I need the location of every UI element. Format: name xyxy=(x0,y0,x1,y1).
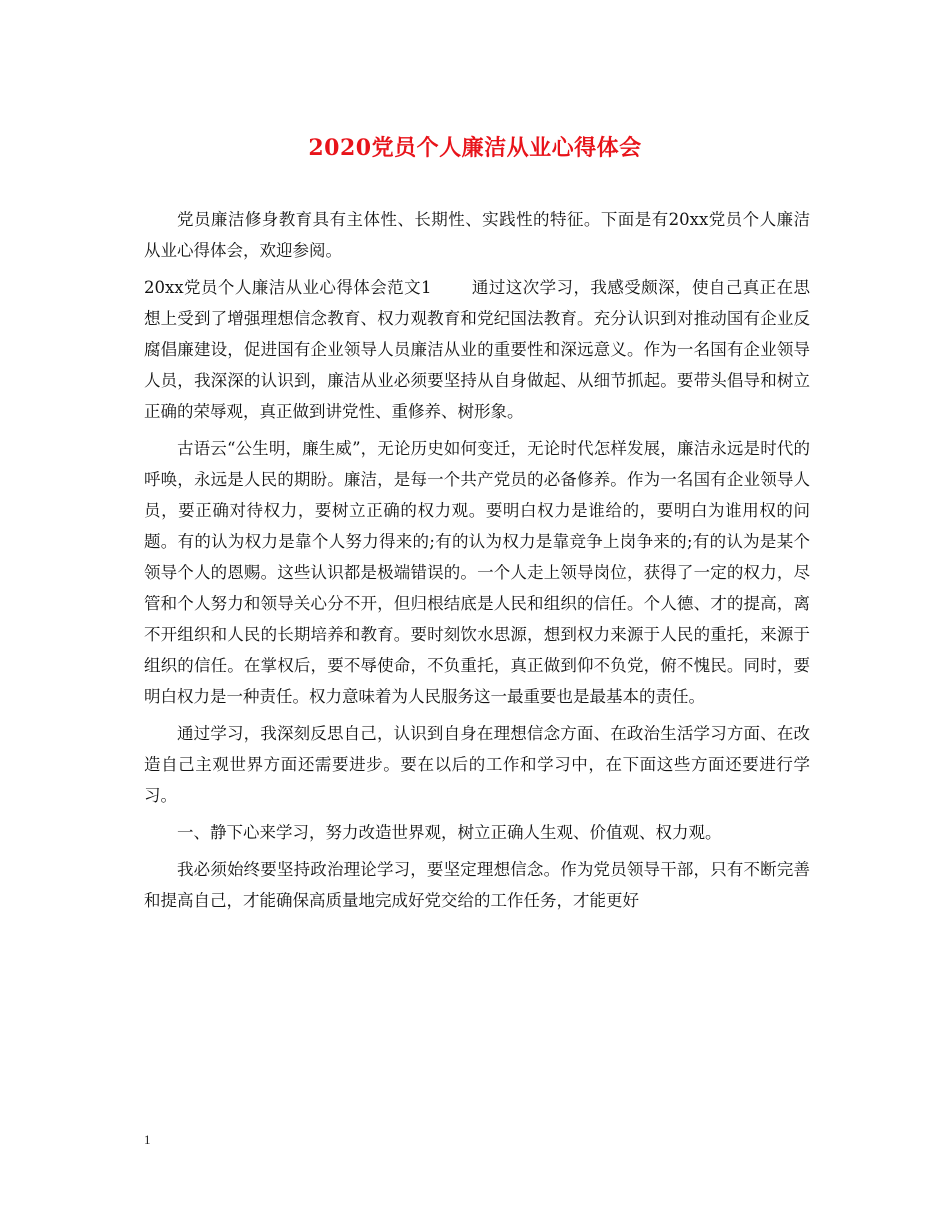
paragraph-study: 我必须始终要坚持政治理论学习，要坚定理想信念。作为党员领导干部，只有不断完善和提高自己，才能确保高质量地完成好党交给的工作任务，才能更好 xyxy=(144,860,810,910)
paragraph-power-view: 古语云“公生明，廉生威”，无论历史如何变迁，无论时代怎样发展，廉洁永远是时代的呼唤，永远是人民的期盼。廉洁，是每一个共产党员的必备修养。作为一名国有企业领导人员，要正确对待权力，要树立正确的权力观。要明白权力是谁给的，要明白为谁用权的问题。有的认为权力是靠个人努力得来的;有的认为权力是靠竞争上岗争来的;有的认为是某个领导个人的恩赐。这些认识都是极端错误的。一个人走上领导岗位，获得了一定的权力，尽管和个人努力和领导关心分不开，但归根结底是人民和组织的信任。个人德、才的提高，离不开组织和人民的长期培养和教育。要时刻饮水思源，想到权力来源于人民的重托，来源于组织的信任。在掌权后，要不辱使命，不负重托，真正做到仰不负党，俯不愧民。同时，要明白权力是一种责任。权力意味着为人民服务这一最重要也是最基本的责任。 xyxy=(144,439,810,706)
document-body xyxy=(144,204,810,922)
page-number: 1 xyxy=(144,1132,151,1147)
paragraph-point-1: 一、静下心来学习，努力改造世界观，树立正确人生观、价值观、权力观。 xyxy=(177,823,722,842)
paragraph-reflection: 通过学习，我深刻反思自己，认识到自身在理想信念方面、在政治生活学习方面、在改造自己主观世界方面还需要进步。要在以后的工作和学习中，在下面这些方面还要进行学习。 xyxy=(144,724,810,805)
paragraph-intro: 党员廉洁修身教育具有主体性、长期性、实践性的特征。下面是有20xx党员个人廉洁从业心得体会，欢迎参阅。 xyxy=(144,210,810,260)
paragraph-sample-1 xyxy=(144,272,810,427)
document-title: 2020党员个人廉洁从业心得体会 xyxy=(308,135,642,161)
sample-heading: 20xx党员个人廉洁从业心得体会范文1 xyxy=(144,278,432,297)
sample-text: 通过这次学习，我感受颇深，使自己真正在思想上受到了增强理想信念教育、权力观教育和党纪国法教育。充分认识到对推动国有企业反腐倡廉建设，促进国有企业领导人员廉洁从业的重要性和深远意义。作为一名国有企业领导人员，我深深的认识到，廉洁从业必须要坚持从自身做起、从细节抓起。要带头倡导和树立正确的荣辱观，真正做到讲党性、重修养、树形象。 xyxy=(144,278,811,421)
